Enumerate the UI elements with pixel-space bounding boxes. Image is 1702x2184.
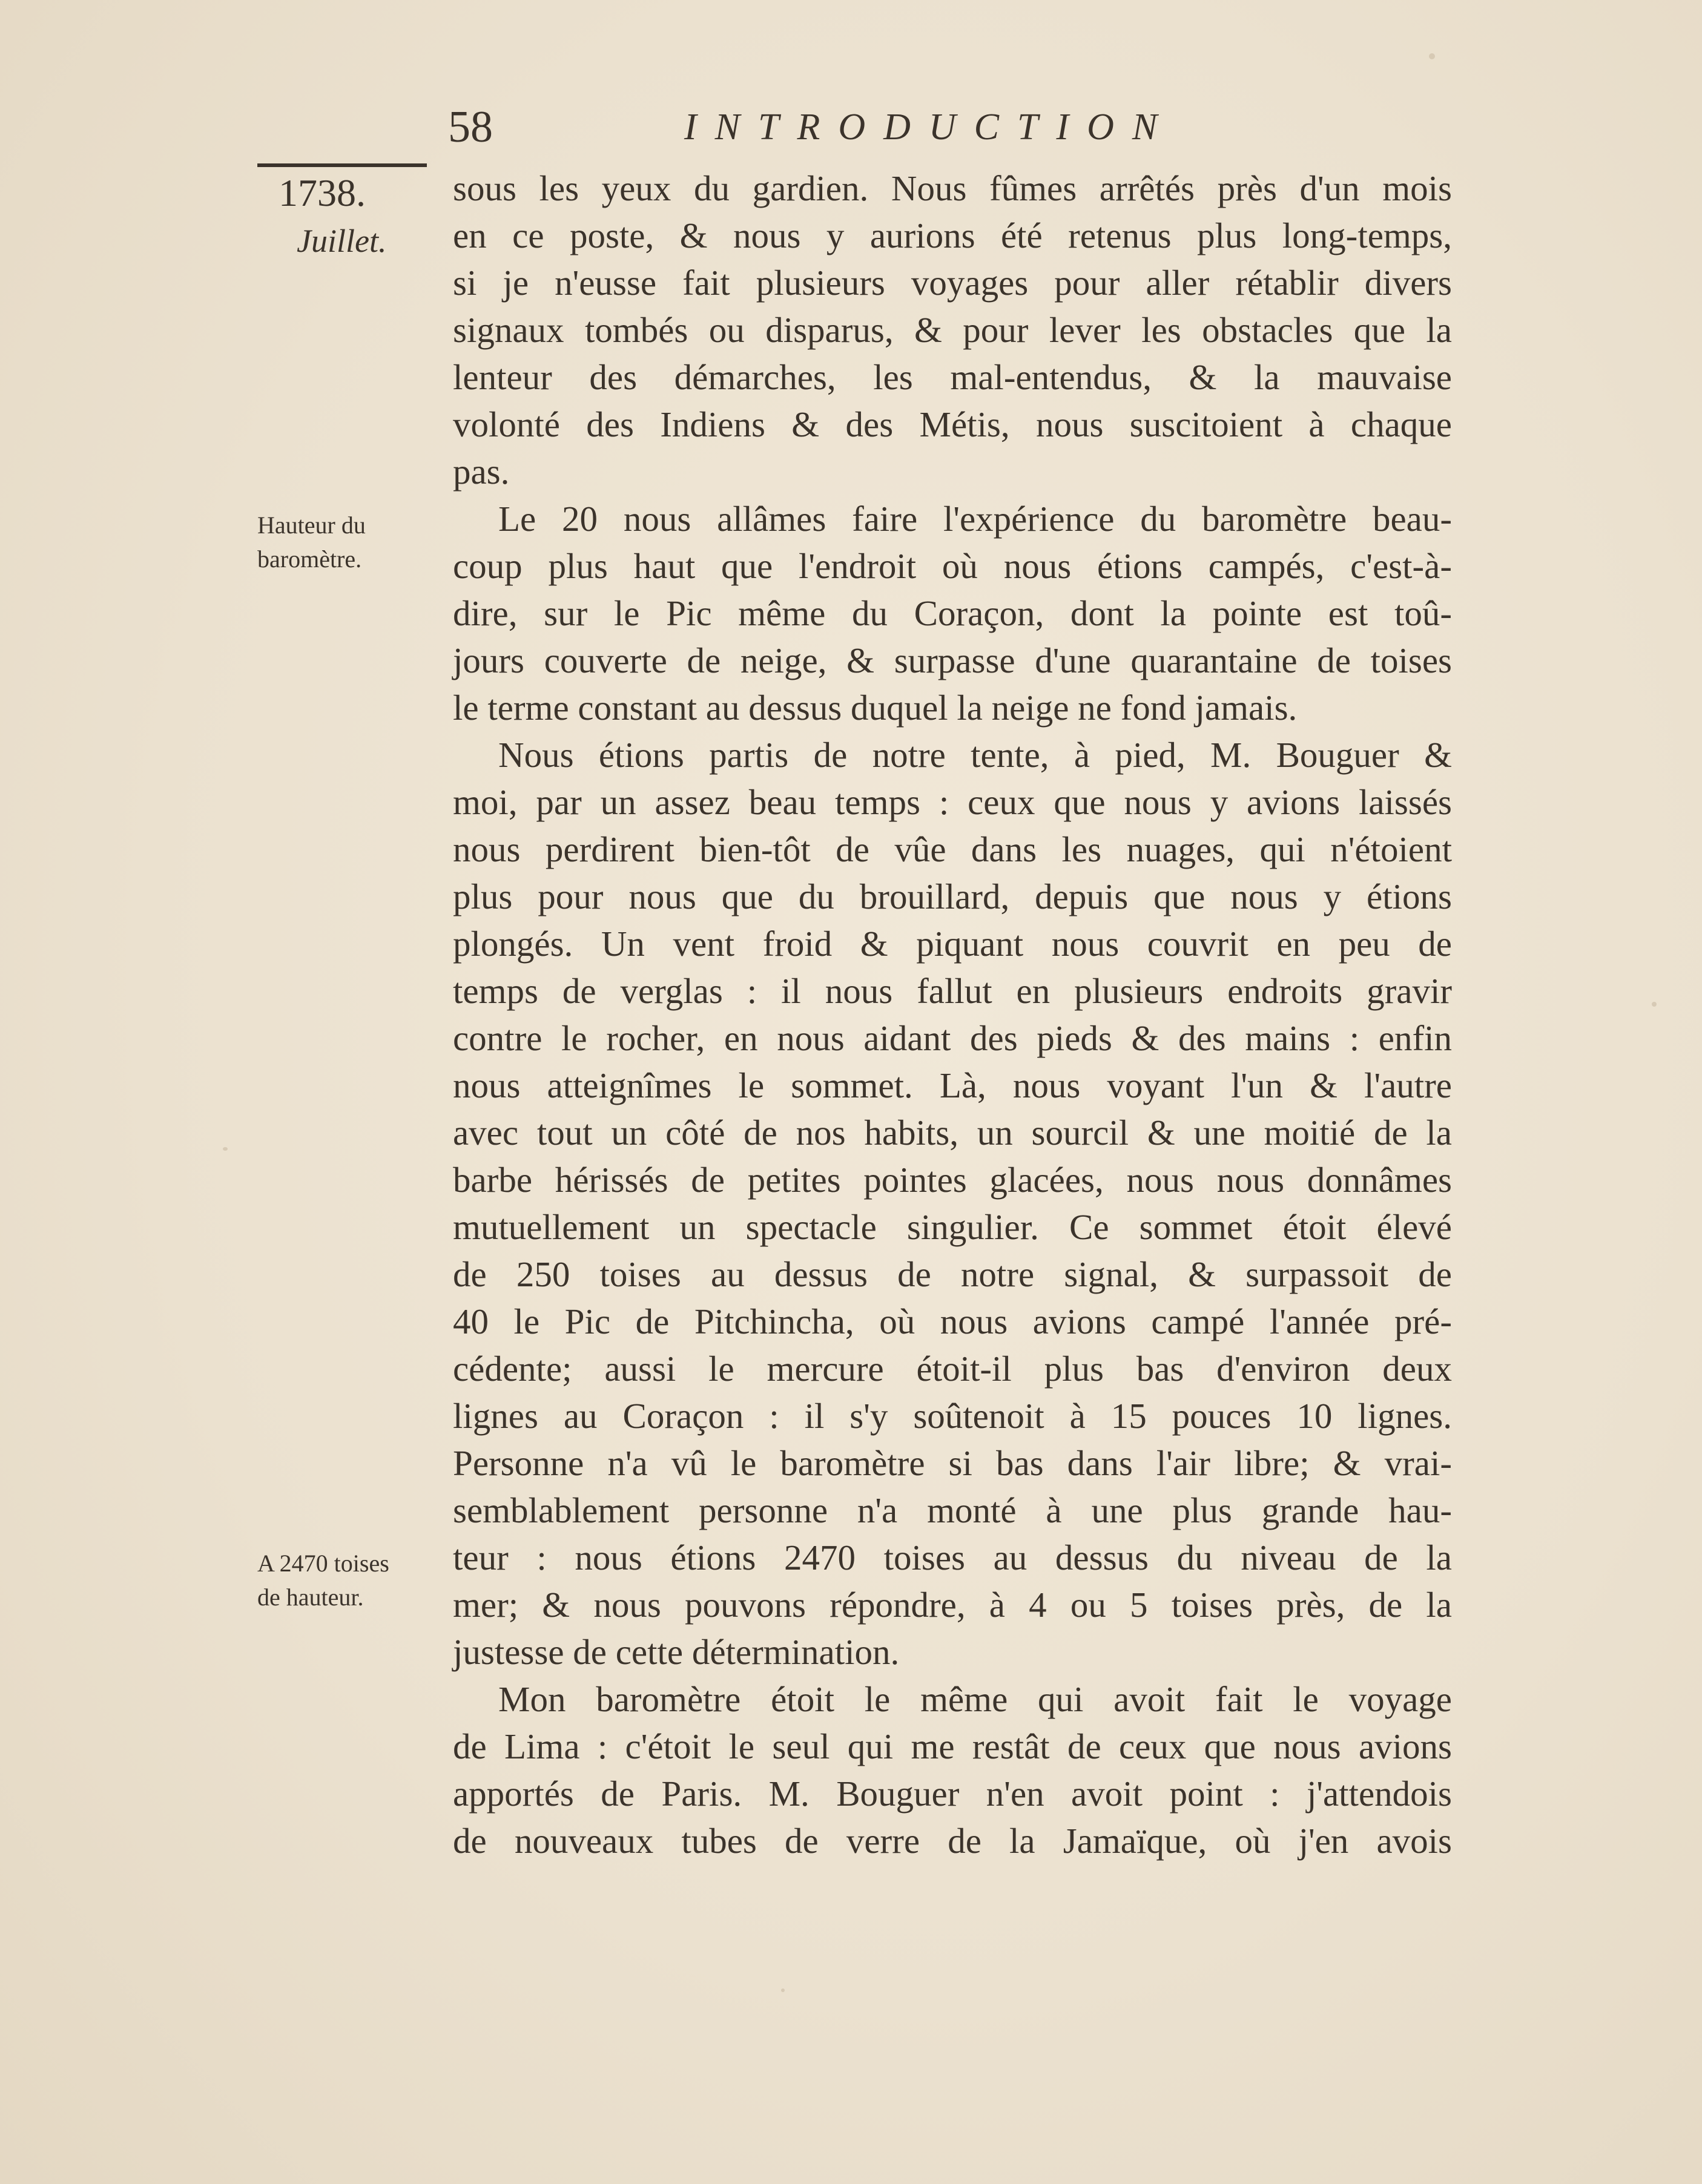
text-line: de 250 toises au dessus de notre signal, & surpassoit de [453, 1254, 1452, 1294]
paper-speck [1429, 53, 1435, 59]
margin-year: 1738. [279, 171, 366, 214]
text-line: Nous étions partis de notre tente, à pied, M. Bouguer & [498, 735, 1452, 775]
paper-speck [1652, 1002, 1657, 1007]
text-line: jours couverte de neige, & surpasse d'une quarantaine de toises [453, 640, 1452, 680]
text-line: semblablement personne n'a monté à une plus grande hau- [453, 1490, 1452, 1530]
text-line: si je n'eusse fait plusieurs voyages pour aller rétablir divers [453, 263, 1452, 303]
margin-note-altitude [257, 1547, 451, 1614]
margin-month: Juillet. [297, 223, 387, 259]
text-line: avec tout un côté de nos habits, un sourcil & une moitié de la [453, 1113, 1452, 1153]
text-line: Personne n'a vû le baromètre si bas dans l'air libre; & vrai- [453, 1443, 1452, 1483]
text-line: nous perdirent bien-tôt de vûe dans les nuages, qui n'étoient [453, 829, 1452, 869]
text-line: mutuellement un spectacle singulier. Ce sommet étoit élevé [453, 1207, 1452, 1247]
page-number: 58 [448, 102, 493, 152]
running-title: INTRODUCTION [684, 107, 1176, 148]
text-line: sous les yeux du gardien. Nous fûmes arrêtés près d'un mois [453, 168, 1452, 208]
text-line: contre le rocher, en nous aidant des pieds & des mains : enfin [453, 1018, 1452, 1058]
margin-note-line: Hauteur du [257, 511, 366, 539]
text-line: coup plus haut que l'endroit où nous étions campés, c'est-à- [453, 546, 1452, 586]
paper-speck [781, 1988, 785, 1992]
margin-note-line: baromètre. [257, 545, 362, 573]
text-line: mer; & nous pouvons répondre, à 4 ou 5 toises près, de la [453, 1585, 1452, 1625]
margin-note-line: A 2470 toises [257, 1550, 389, 1577]
text-line: signaux tombés ou disparus, & pour lever les obstacles que la [453, 310, 1452, 350]
text-line: lignes au Coraçon : il s'y soûtenoit à 15 pouces 10 lignes. [453, 1396, 1452, 1436]
text-line: de nouveaux tubes de verre de la Jamaïque, où j'en avois [453, 1821, 1452, 1861]
text-line: cédente; aussi le mercure étoit-il plus bas d'environ deux [453, 1349, 1452, 1389]
margin-note-line: de hauteur. [257, 1584, 364, 1611]
text-line: le terme constant au dessus duquel la neige ne fond jamais. [453, 688, 1298, 728]
body-text [453, 165, 1452, 1864]
text-line: 40 le Pic de Pitchincha, où nous avions campé l'année pré- [453, 1301, 1452, 1341]
text-line: plongés. Un vent froid & piquant nous couvrit en peu de [453, 924, 1452, 964]
text-line: Mon baromètre étoit le même qui avoit fait le voyage [498, 1679, 1452, 1719]
text-line: apportés de Paris. M. Bouguer n'en avoit point : j'attendois [453, 1774, 1452, 1814]
text-line: dire, sur le Pic même du Coraçon, dont la pointe est toû- [453, 593, 1452, 633]
text-line: volonté des Indiens & des Métis, nous suscitoient à chaque [453, 404, 1452, 444]
text-line: lenteur des démarches, les mal-entendus, & la mauvaise [453, 357, 1452, 397]
text-line: plus pour nous que du brouillard, depuis que nous y étions [453, 877, 1452, 916]
paper-speck [223, 1147, 228, 1151]
text-line: moi, par un assez beau temps : ceux que nous y avions laissés [453, 782, 1452, 822]
text-line: en ce poste, & nous y aurions été retenus plus long-temps, [453, 215, 1452, 255]
page-header [448, 97, 1453, 157]
text-line: barbe hérissés de petites pointes glacées, nous nous donnâmes [453, 1160, 1452, 1200]
text-line: de Lima : c'étoit le seul qui me restât de ceux que nous avions [453, 1726, 1452, 1766]
text-line: pas. [453, 452, 510, 492]
text-line: teur : nous étions 2470 toises au dessus du niveau de la [453, 1538, 1452, 1577]
text-line: Le 20 nous allâmes faire l'expérience du baromètre beau- [498, 499, 1452, 539]
text-line: nous atteignîmes le sommet. Là, nous voyant l'un & l'autre [453, 1065, 1452, 1105]
margin-rule [257, 163, 427, 167]
text-line: justesse de cette détermination. [453, 1632, 900, 1672]
margin-note-barometer-height [257, 508, 451, 576]
text-line: temps de verglas : il nous fallut en plusieurs endroits gravir [453, 971, 1452, 1011]
